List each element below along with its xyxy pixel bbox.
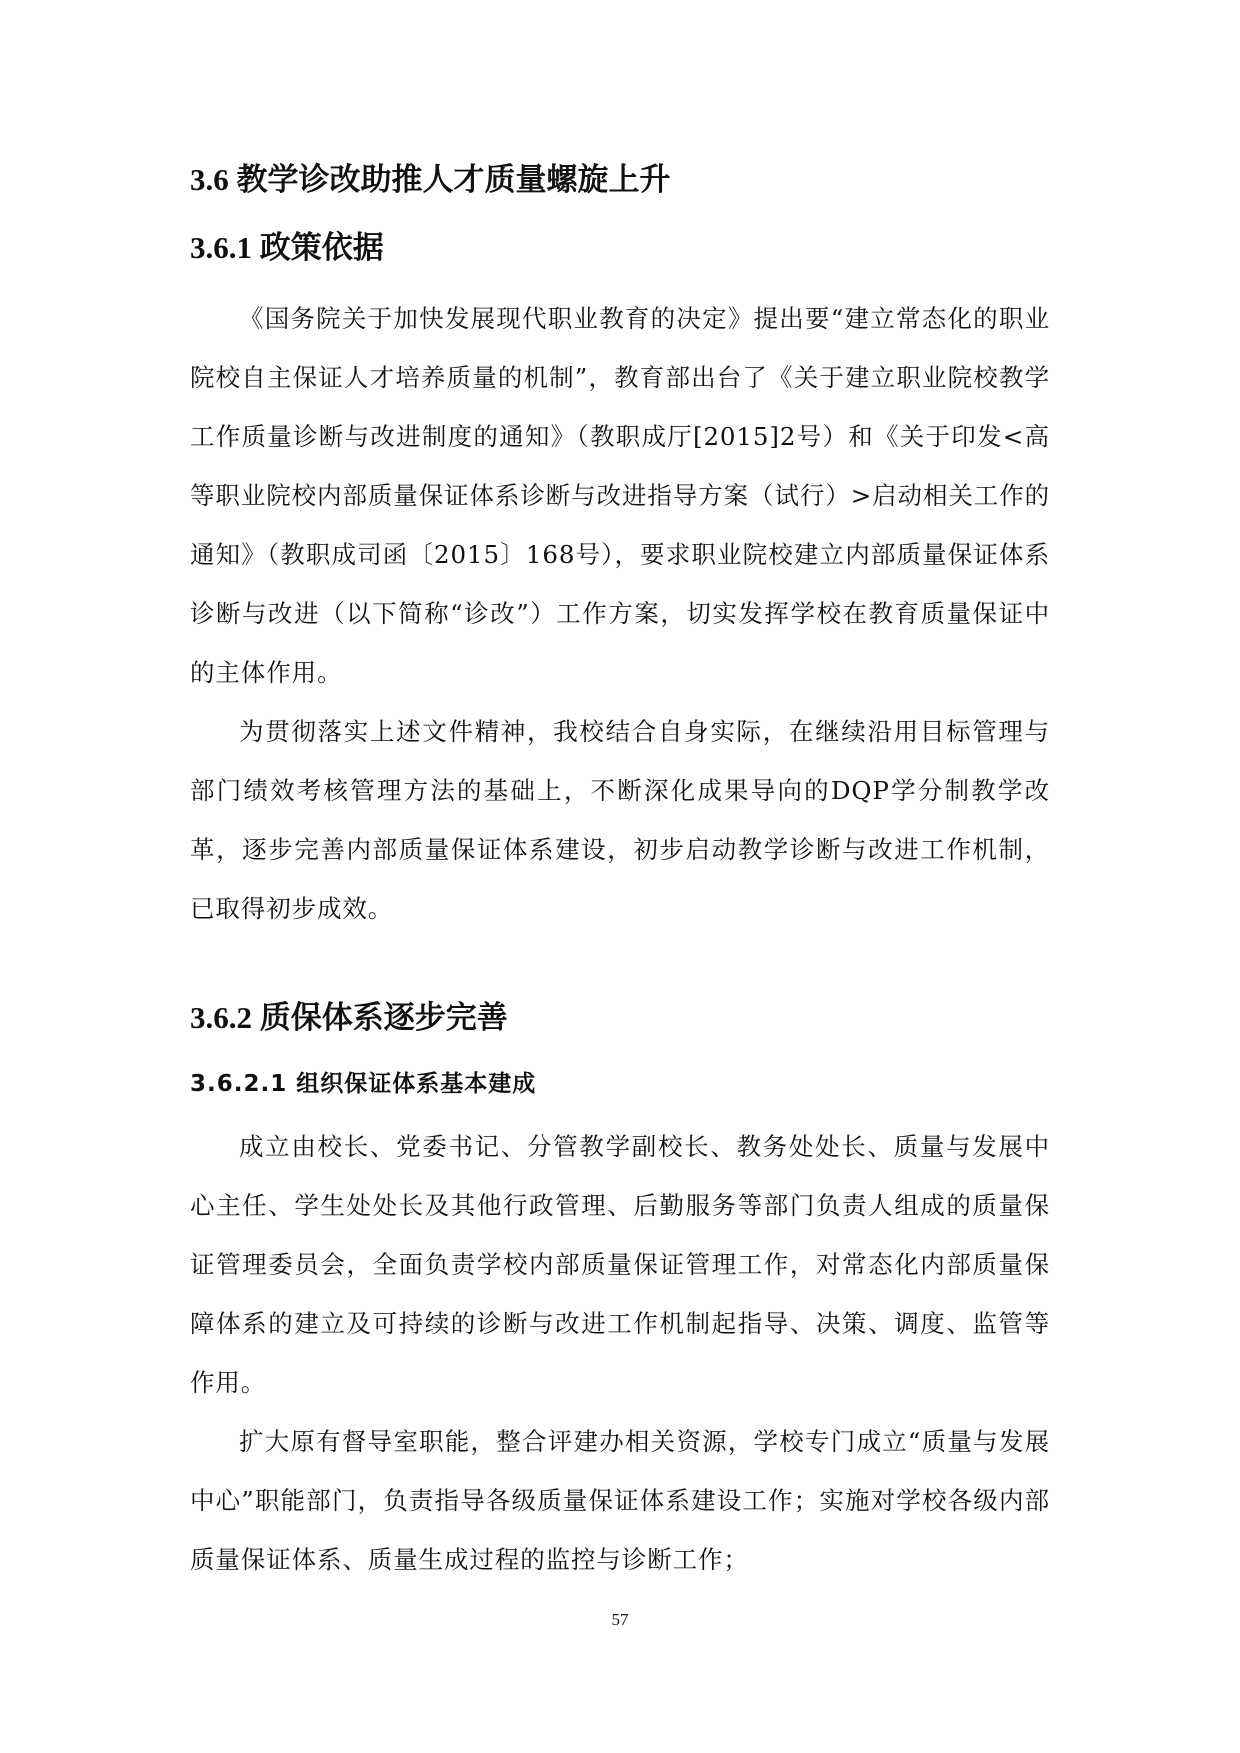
paragraph-quality-center: 扩大原有督导室职能，整合评建办相关资源，学校专门成立“质量与发展中心”职能部门，负责指导各级质量保证体系建设工作；实施对学校各级内部质量保证体系、质量生成过程的监控与诊断工作； [190,1427,1050,1574]
subsubsection-heading-organization [190,1068,1050,1100]
paragraph-policy-documents: 《国务院关于加快发展现代职业教育的决定》提出要“建立常态化的职业院校自主保证人才培养质量的机制”，教育部出台了《关于建立职业院校教学工作质量诊断与改进制度的通知》（教职成厅[2015]2号）和《关于印发<高等职业院校内部质量保证体系诊断与改进指导方案（试行）>启动相关工作的通知》（教职成司函〔2015〕168号），要求职业院校建立内部质量保证体系诊断与改进（以下简称“诊改”）工作方案，切实发挥学校在教育质量保证中的主体作用。 [190,304,1050,687]
policy-basis-body [190,289,1050,938]
subsection-heading-policy [190,228,1050,268]
subsection-title-policy-basis: 3.6.1 政策依据 [190,230,384,265]
subsection-heading-quality-system [190,998,1050,1038]
subsection-title-quality-system: 3.6.2 质保体系逐步完善 [190,1000,508,1035]
paragraph-school-implementation: 为贯彻落实上述文件精神，我校结合自身实际，在继续沿用目标管理与部门绩效考核管理方法的基础上，不断深化成果导向的DQP学分制教学改革，逐步完善内部质量保证体系建设，初步启动教学诊断与改进工作机制，已取得初步成效。 [190,717,1050,923]
paragraph-quality-committee: 成立由校长、党委书记、分管教学副校长、教务处处长、质量与发展中心主任、学生处处长及其他行政管理、后勤服务等部门负责人组成的质量保证管理委员会，全面负责学校内部质量保证管理工作，对常态化内部质量保障体系的建立及可持续的诊断与改进工作机制起指导、决策、调度、监管等作用。 [190,1132,1050,1397]
organization-body [190,1117,1050,1589]
page-number: 57 [611,1610,629,1629]
section-title: 3.6 教学诊改助推人才质量螺旋上升 [190,162,671,197]
subsubsection-title-organization: 3.6.2.1 组织保证体系基本建成 [190,1071,537,1097]
section-heading [190,160,1050,200]
